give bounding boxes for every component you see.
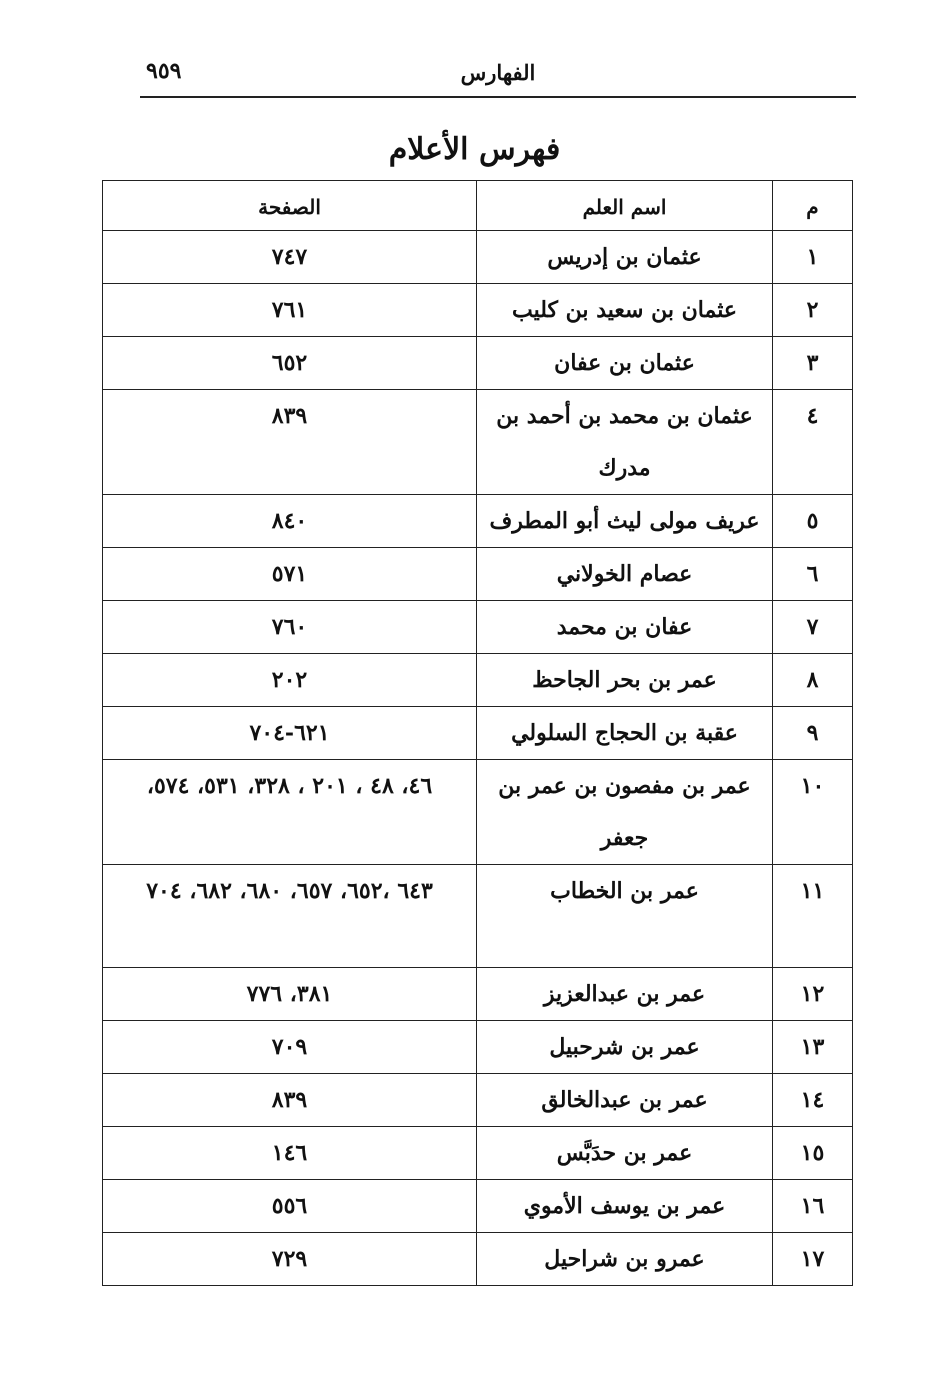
row-name: عمر بن الخطاب [477, 865, 773, 968]
row-pages: ١٤٦ [103, 1127, 477, 1180]
row-name: عمر بن مفصون بن عمر بن جعفر [477, 760, 773, 865]
row-name: عريف مولى ليث أبو المطرف [477, 495, 773, 548]
table-header-row [103, 181, 853, 231]
row-number: ١٧ [773, 1233, 853, 1286]
row-pages: ٨٣٩ [103, 1074, 477, 1127]
row-number: ١٥ [773, 1127, 853, 1180]
row-pages: ٥٧١ [103, 548, 477, 601]
row-number: ١١ [773, 865, 853, 968]
table-row [103, 1233, 853, 1286]
row-number: ٣ [773, 337, 853, 390]
row-name: عثمان بن عفان [477, 337, 773, 390]
index-table [102, 180, 853, 1286]
row-number: ٧ [773, 601, 853, 654]
row-number: ١٤ [773, 1074, 853, 1127]
header-name: اسم العلم [477, 181, 773, 231]
table-row [103, 548, 853, 601]
row-name: عصام الخولاني [477, 548, 773, 601]
table-row [103, 865, 853, 968]
running-header [140, 58, 856, 98]
row-pages: ٨٣٩ [103, 390, 477, 495]
row-number: ١٦ [773, 1180, 853, 1233]
table-row [103, 390, 853, 495]
table-row [103, 1127, 853, 1180]
row-name: عثمان بن سعيد بن كليب [477, 284, 773, 337]
index-title: فهرس الأعلام [388, 132, 561, 167]
row-pages: ٧٦١ [103, 284, 477, 337]
table-row [103, 707, 853, 760]
row-name: عثمان بن محمد بن أحمد بن مدرك [477, 390, 773, 495]
table-row [103, 284, 853, 337]
header-pages: الصفحة [103, 181, 477, 231]
row-number: ١ [773, 231, 853, 284]
row-name: عمر بن حدَبَّس [477, 1127, 773, 1180]
row-number: ٢ [773, 284, 853, 337]
row-pages: ٧٢٩ [103, 1233, 477, 1286]
table-row [103, 760, 853, 865]
row-name: عفان بن محمد [477, 601, 773, 654]
row-pages: ٨٤٠ [103, 495, 477, 548]
table-row [103, 337, 853, 390]
row-number: ٤ [773, 390, 853, 495]
table-row [103, 654, 853, 707]
row-pages: ٥٥٦ [103, 1180, 477, 1233]
row-name: عمر بن بحر الجاحظ [477, 654, 773, 707]
row-number: ١٠ [773, 760, 853, 865]
row-pages: ٧٤٧ [103, 231, 477, 284]
row-number: ١٢ [773, 968, 853, 1021]
row-pages: ٦٢١-٧٠٤ [103, 707, 477, 760]
row-name: عمر بن شرحبيل [477, 1021, 773, 1074]
row-number: ٩ [773, 707, 853, 760]
table-row [103, 1021, 853, 1074]
table-row [103, 1180, 853, 1233]
page-number: ٩٥٩ [146, 58, 182, 84]
row-pages: ٦٥٢ [103, 337, 477, 390]
row-name: عثمان بن إدريس [477, 231, 773, 284]
row-name: عمرو بن شراحيل [477, 1233, 773, 1286]
table-row [103, 601, 853, 654]
row-number: ٨ [773, 654, 853, 707]
row-pages: ٦٤٣ ،٦٥٢، ٦٥٧، ٦٨٠، ٦٨٢، ٧٠٤ [103, 865, 477, 968]
table-row [103, 968, 853, 1021]
row-name: عمر بن يوسف الأموي [477, 1180, 773, 1233]
row-pages: ٣٨١، ٧٧٦ [103, 968, 477, 1021]
row-pages: ٤٦، ٤٨ ، ٢٠١ ، ٣٢٨، ٥٣١، ٥٧٤، [103, 760, 477, 865]
table-row [103, 231, 853, 284]
row-pages: ٧٦٠ [103, 601, 477, 654]
row-number: ٥ [773, 495, 853, 548]
table-row [103, 1074, 853, 1127]
header-number: م [773, 181, 853, 231]
running-title: الفهارس [460, 60, 536, 85]
table-row [103, 495, 853, 548]
row-number: ٦ [773, 548, 853, 601]
row-name: عقبة بن الحجاج السلولي [477, 707, 773, 760]
row-number: ١٣ [773, 1021, 853, 1074]
row-name: عمر بن عبدالعزيز [477, 968, 773, 1021]
row-pages: ٧٠٩ [103, 1021, 477, 1074]
row-name: عمر بن عبدالخالق [477, 1074, 773, 1127]
row-pages: ٢٠٢ [103, 654, 477, 707]
